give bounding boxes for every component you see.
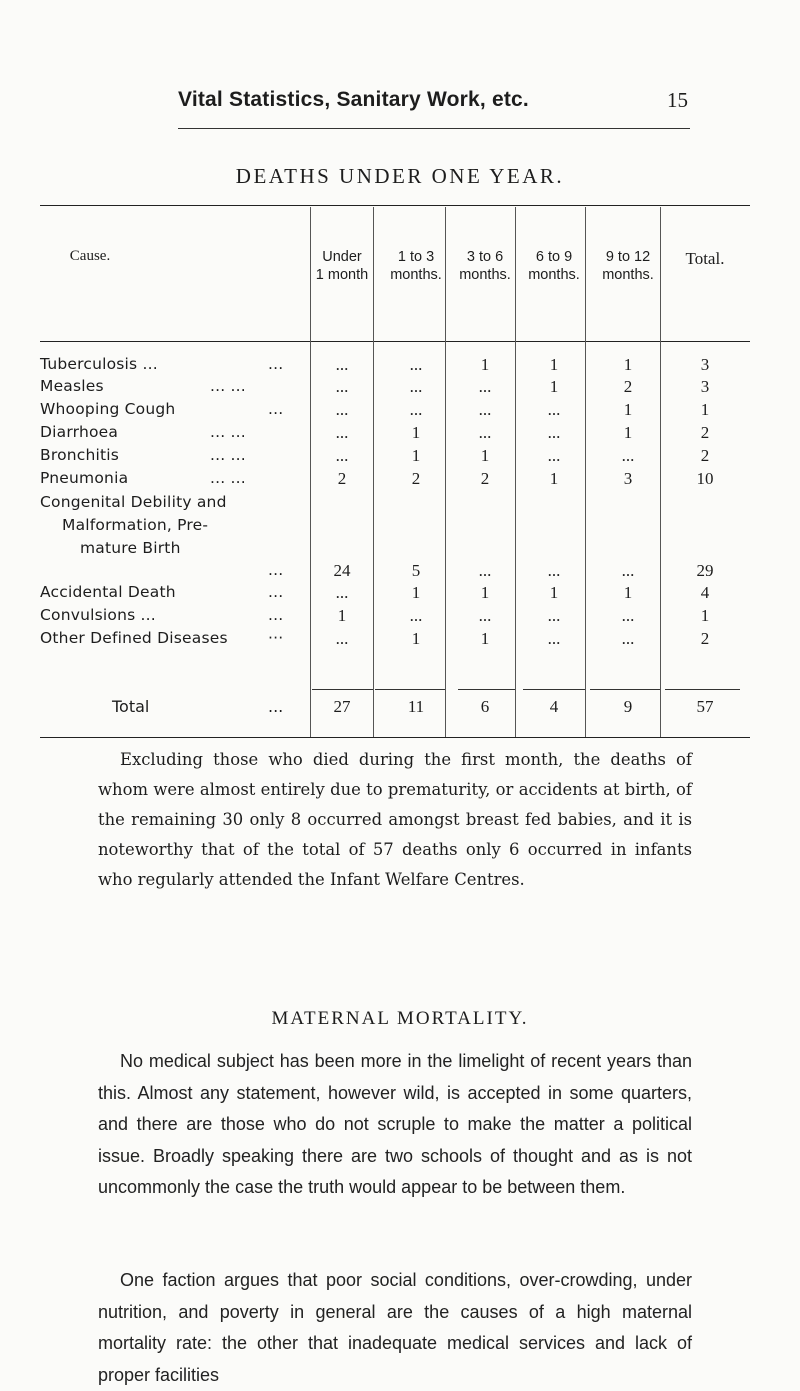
table-cell: 1 [549,377,559,396]
table-bottom-rule [40,737,750,738]
table-cell: 3 [700,355,710,374]
column-divider [373,207,374,737]
total-cell: 57 [696,697,714,716]
table-row-cause: Diarrhoea ... ... [40,423,246,441]
column-header-1: Under 1 month [315,249,369,283]
table-cell: ... [547,400,561,419]
table-cell: 1 [480,446,490,465]
table-cell: ... [478,561,492,580]
table-cell: 2 [411,469,421,488]
header-rule [178,128,690,129]
table-cell: ... [478,423,492,442]
table-cell: 1 [623,355,633,374]
table-cell: ... [547,606,561,625]
sum-rule [312,689,373,690]
total-cell: 11 [407,697,425,716]
table-cell: 5 [411,561,421,580]
table-cell: 29 [696,561,714,580]
table-cell: ... [409,355,423,374]
table-cell: 2 [337,469,347,488]
total-cell: 9 [623,697,633,716]
table-cell: 1 [411,423,421,442]
table-cell: 1 [480,355,490,374]
total-cell: 6 [480,697,490,716]
table-cell: ... [547,446,561,465]
table-cell: 2 [700,423,710,442]
table-cell: 24 [333,561,351,580]
table-cell: ... [409,606,423,625]
table-cell: 1 [411,446,421,465]
table-cell: ... [547,423,561,442]
table-cell: 1 [411,583,421,602]
column-header-0: Cause. [69,248,111,264]
running-head [0,88,800,128]
table-cell: 2 [700,446,710,465]
table-cell: ... [335,583,349,602]
paragraph-maternal-1: No medical subject has been more in the limelight of recent years than this. Almost any statement, however wild, is accepted in some quarters, and there are those who do not scruple to make the matter a political issue. Broadly speaking there are two schools of thought and as is not uncommonly the case the truth would appear to be between them. [98,1051,692,1197]
total-cell: 4 [549,697,559,716]
column-header-5: 9 to 12 months. [602,249,654,283]
deaths-table: Cause. Under 1 month 1 to 3 months. 3 to 6 months. 6 to 9 months. 9 to 12 months. Total. Tuberculosis ... ... ... ... 1 1 1 3 Measles ... ... ... ... ... 1 2 3 Whooping Cough ... ... ... ... ... 1 1 Diarrhoea ... ... ... 1 ... ... 1 2 Bronchitis ... ... ... 1 1 ... ... 2 Pneumonia ... ... 2 2 2 1 3 10 Congenital Debility and Malformation, Pre- mature Birth ... 24 5 ... ... ... 29 Accidental Death ... ... 1 1 1 1 4 Convulsions ... ... 1 ... ... ... ... 1 Other Defined Diseases ··· ... 1 1 ... ... 2 Total ... 27 11 6 4 9 57 [40,205,750,735]
table-cell: 3 [700,377,710,396]
table-cell: ... [547,629,561,648]
table-row-cause: Tuberculosis ... ... [40,355,284,373]
table-cell: 1 [549,583,559,602]
table-row-cause: Bronchitis ... ... [40,446,246,464]
table-cell: ... [478,377,492,396]
table-cell: 1 [623,423,633,442]
column-header-6: Total. [685,249,725,268]
table-top-rule [40,205,750,206]
table-cell: ... [335,400,349,419]
table-cell: ... [335,423,349,442]
sum-rule [523,689,585,690]
table-cell: 1 [480,629,490,648]
column-header-2: 1 to 3 months. [390,249,442,283]
table-cell: ... [335,446,349,465]
table-cell: ... [621,606,635,625]
table-row-cause: Measles ... ... [40,377,246,395]
table-cell: ... [478,400,492,419]
table-cell: ... [335,355,349,374]
table-cell: 1 [480,583,490,602]
table-row-cause: Accidental Death ... [40,583,284,601]
table-cell: 1 [549,355,559,374]
sum-rule [590,689,660,690]
table-cell: 1 [700,400,710,419]
running-head-title: Vital Statistics, Sanitary Work, etc. [178,88,529,111]
table-cell: ... [547,561,561,580]
table-cell: ... [621,561,635,580]
table-cell: 1 [623,583,633,602]
table-cell: 1 [549,469,559,488]
table-cell: ... [621,446,635,465]
sum-rule [458,689,515,690]
section-title: DEATHS UNDER ONE YEAR. [235,164,565,188]
paragraph-infant-deaths: Excluding those who died during the first month, the deaths of whom were almost entirely due to prematurity, or accidents at birth, of the remaining 30 only 8 occurred amongst breast fed babies, and it is noteworthy that of the total of 57 deaths only 6 occurred in infants who regularly attended the Infant Welfare Centres. [98,750,692,889]
sum-rule [665,689,740,690]
table-cell: 10 [696,469,714,488]
column-header-3: 3 to 6 months. [459,249,511,283]
table-cell: 1 [411,629,421,648]
table-cell: 1 [337,606,347,625]
table-cell: 2 [700,629,710,648]
table-cell: ... [621,629,635,648]
table-cell: 3 [623,469,633,488]
table-cell: ... [409,377,423,396]
sum-rule [375,689,445,690]
table-row-cause: Whooping Cough ... [40,400,284,418]
table-row-cause: Pneumonia ... ... [40,469,246,487]
table-cell: ... [409,400,423,419]
maternal-mortality-title: MATERNAL MORTALITY. [271,1008,529,1029]
table-cell: ... [478,606,492,625]
column-divider [660,207,661,737]
paragraph-maternal-2: One faction argues that poor social conditions, over-crowding, under nutrition, and poverty in general are the causes of a high maternal mortality rate: the other that inadequate medical services and lack of proper facilities [98,1270,692,1385]
total-cell: 27 [333,697,351,716]
table-cell: 2 [480,469,490,488]
table-cell: 4 [700,583,710,602]
table-cell: 2 [623,377,633,396]
table-cell: ... [335,629,349,648]
table-header-rule [40,341,750,342]
table-cell: 1 [623,400,633,419]
table-cell: ... [335,377,349,396]
table-cell: 1 [700,606,710,625]
column-header-4: 6 to 9 months. [528,249,580,283]
table-row-cause: Convulsions ... ... [40,606,284,624]
table-row-cause: Other Defined Diseases ··· [40,629,284,647]
page-number: 15 [667,88,688,112]
